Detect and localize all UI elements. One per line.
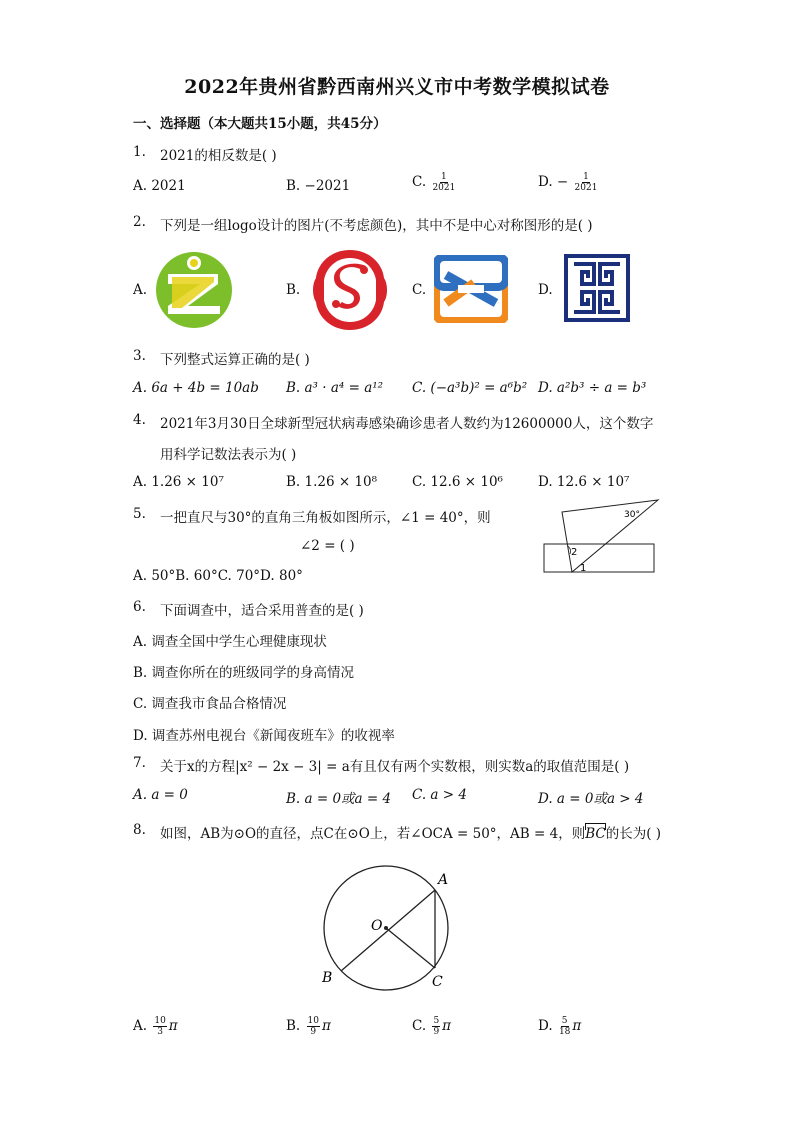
q7-option-a: A. a = 0 — [133, 787, 188, 803]
q1-option-a: A. 2021 — [133, 178, 186, 194]
section-heading: 一、选择题（本大题共15小题，共45分） — [133, 116, 387, 132]
q8-point-b-label: B — [322, 970, 333, 986]
q4-option-d: D. 12.6 × 10⁷ — [538, 474, 630, 490]
q8-d-fraction — [559, 1016, 570, 1037]
q1-d-fraction — [575, 172, 598, 193]
q7-number: 7. — [133, 755, 146, 771]
q8-a-pi: π — [168, 1018, 178, 1034]
q8-point-c-label: C — [432, 974, 443, 990]
q8-a-label: A. — [133, 1018, 148, 1034]
q1-option-c — [412, 172, 457, 193]
q8-a-num: 10 — [154, 1016, 166, 1026]
q8-c-pi: π — [442, 1018, 452, 1034]
q8-b-pi: π — [321, 1018, 331, 1034]
q8-a-fraction — [153, 1016, 166, 1037]
q6-number: 6. — [133, 599, 146, 615]
q5-stem-line1: 一把直尺与30°的直角三角板如图所示，∠1 = 40°，则 — [160, 510, 491, 526]
q1-option-b: B. −2021 — [286, 178, 351, 194]
q2-number: 2. — [133, 214, 146, 230]
q1-d-num: 1 — [583, 172, 589, 182]
q4-option-a: A. 1.26 × 10⁷ — [133, 474, 224, 490]
q8-b-fraction — [307, 1016, 320, 1037]
q8-stem-pre: 如图，AB为⊙O的直径，点C在⊙O上，若∠OCA = 50°，AB = 4，则 — [160, 826, 586, 842]
q2-option-c: C. — [412, 282, 427, 298]
q4-number: 4. — [133, 412, 146, 428]
q4-stem-line1: 2021年3月30日全球新型冠状病毒感染确诊患者人数约为12600000人，这个数字 — [160, 416, 654, 432]
q8-point-a-label: A — [438, 872, 449, 888]
q6-stem: 下面调查中，适合采用普查的是( ) — [160, 603, 364, 619]
q2-option-b: B. — [286, 282, 301, 298]
q5-angle2-label: 2 — [571, 547, 578, 558]
q8-d-pi: π — [572, 1018, 582, 1034]
q3-option-b: B. a³ · a⁴ = a¹² — [286, 380, 384, 396]
q8-circle-figure — [316, 858, 460, 992]
q8-point-o-label: O — [371, 918, 383, 934]
q3-option-c: C. (−a³b)² = a⁶b² — [412, 380, 528, 396]
logo-b-image — [312, 248, 388, 332]
q8-c-den: 9 — [433, 1027, 440, 1037]
logo-c-image — [434, 255, 508, 323]
q1-number: 1. — [133, 144, 146, 160]
q4-option-c: C. 12.6 × 10⁶ — [412, 474, 503, 490]
q8-c-label: C. — [412, 1018, 427, 1034]
q1-c-fraction — [432, 172, 455, 193]
page-title: 2022年贵州省黔西南州兴义市中考数学模拟试卷 — [184, 76, 610, 98]
q8-d-den: 18 — [558, 1027, 571, 1037]
q1-option-d — [538, 172, 599, 193]
q1-d-den: 2021 — [574, 183, 598, 193]
q5-number: 5. — [133, 506, 146, 522]
q8-stem-post: 的长为( ) — [605, 826, 662, 842]
q4-stem-line2: 用科学记数法表示为( ) — [160, 447, 297, 463]
q3-number: 3. — [133, 348, 146, 364]
q1-c-den: 2021 — [432, 183, 456, 193]
q8-stem-arc: BC — [585, 826, 606, 842]
q8-stem — [160, 822, 661, 842]
q1-d-label: D. − — [538, 174, 569, 190]
q5-ruler-triangle-figure — [540, 498, 662, 576]
q7-option-b: B. a = 0或a = 4 — [286, 791, 392, 807]
q6-option-a: A. 调查全国中学生心理健康现状 — [133, 634, 327, 650]
q8-b-label: B. — [286, 1018, 301, 1034]
q4-option-b: B. 1.26 × 10⁸ — [286, 474, 378, 490]
q8-option-b — [286, 1016, 331, 1037]
q8-d-num: 5 — [561, 1016, 568, 1026]
q8-b-num: 10 — [307, 1016, 319, 1026]
q1-c-num: 1 — [441, 172, 447, 182]
q6-option-c: C. 调查我市食品合格情况 — [133, 696, 287, 712]
q8-b-den: 9 — [310, 1027, 317, 1037]
q6-option-b: B. 调查你所在的班级同学的身高情况 — [133, 665, 355, 681]
q7-option-d: D. a = 0或a > 4 — [538, 791, 644, 807]
q1-stem: 2021的相反数是( ) — [160, 148, 277, 164]
q7-stem: 关于x的方程|x² − 2x − 3| = a有且仅有两个实数根，则实数a的取值范围是( ) — [160, 759, 630, 775]
q8-c-num: 5 — [433, 1016, 440, 1026]
q1-c-label: C. — [412, 174, 427, 190]
q5-angle1-label: 1 — [580, 563, 587, 574]
q2-option-d: D. — [538, 282, 553, 298]
q8-d-label: D. — [538, 1018, 553, 1034]
q8-option-c — [412, 1016, 451, 1037]
logo-d-image — [564, 254, 630, 322]
q7-option-c: C. a > 4 — [412, 787, 467, 803]
q2-stem: 下列是一组logo设计的图片(不考虑颜色)，其中不是中心对称图形的是( ) — [160, 218, 593, 234]
q8-c-fraction — [432, 1016, 440, 1037]
q5-options: A. 50°B. 60°C. 70°D. 80° — [133, 568, 303, 584]
q2-option-a: A. — [133, 282, 148, 298]
q3-option-d: D. a²b³ ÷ a = b³ — [538, 380, 647, 396]
logo-a-image — [154, 250, 234, 330]
q8-option-d — [538, 1016, 581, 1037]
q8-option-a — [133, 1016, 178, 1037]
q8-number: 8. — [133, 822, 146, 838]
q5-angle-label: 30° — [624, 510, 640, 520]
q8-a-den: 3 — [157, 1027, 163, 1037]
q3-option-a: A. 6a + 4b = 10ab — [133, 380, 259, 396]
q5-stem-line2: ∠2 = ( ) — [300, 538, 355, 554]
q3-stem: 下列整式运算正确的是( ) — [160, 352, 310, 368]
q6-option-d: D. 调查苏州电视台《新闻夜班车》的收视率 — [133, 728, 395, 744]
